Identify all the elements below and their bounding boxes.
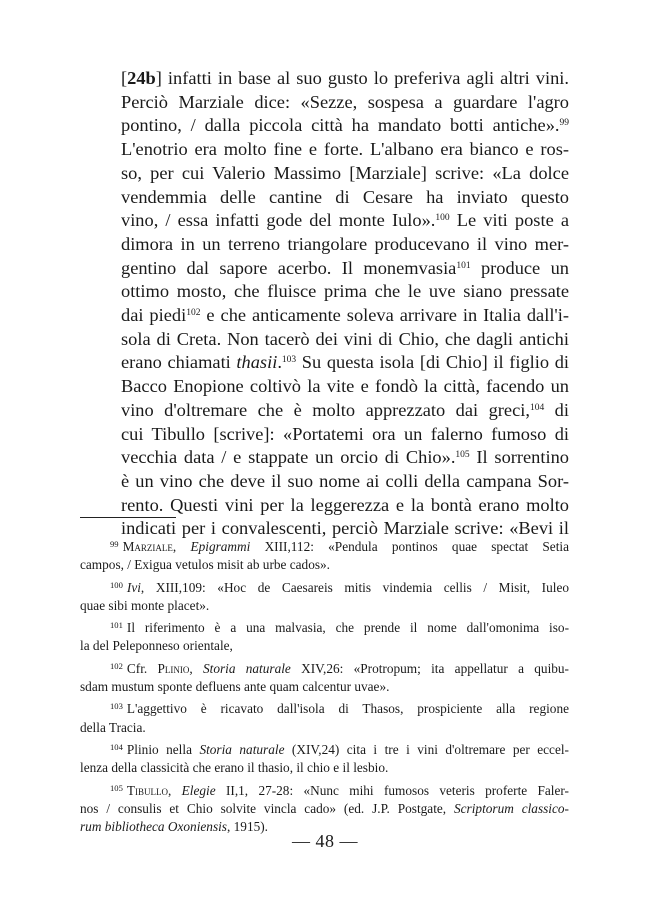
text-line: cui Tibullo [scrive]: «Portatemi ora un falerno fumoso di bbox=[121, 423, 569, 444]
text-line: dai piedi$^{102}$ e che anticamente soleva arrivare in Italia dall'i- bbox=[121, 305, 569, 326]
footnote-105: $^{105}$ Tibullo, Elegie II,1, 27-28: «Nunc mihi fumosos veteris proferte Faler- nos / consulis et Chio solvite vincla cado» (ed. J.P. Postgate, Scriptorum classico- rum bibliotheca Oxoniensis, 1915). bbox=[80, 782, 569, 835]
text-line: rento. Questi vini per la leggerezza e la bontà erano molto bbox=[121, 494, 569, 515]
text-line: vino d'oltremare che è molto apprezzato dai greci,$^{104}$ di bbox=[121, 399, 569, 420]
footnotes-block bbox=[80, 538, 569, 836]
page-number: — 48 — bbox=[292, 831, 358, 851]
footnote-ref[interactable]: 102 bbox=[186, 308, 201, 319]
footnote-ref[interactable]: 100 bbox=[435, 213, 450, 224]
text-line: indicati per i convalescenti, perciò Marziale scrive: «Bevi il bbox=[121, 518, 569, 539]
text-line: sola di Creta. Non tacerò dei vini di Chio, che dagli antichi bbox=[121, 328, 569, 349]
text-line: dimora in un terreno triangolare producevano il vino mer- bbox=[121, 233, 569, 254]
text-line: è un vino che deve il suo nome ai colli della campana Sor- bbox=[121, 470, 569, 491]
text-line: erano chiamati thasii.$^{103}$ Su questa isola [di Chio] il figlio di bbox=[121, 352, 570, 373]
text-line: pontino, / dalla piccola città ha mandato botti antiche».$^{99}$ bbox=[121, 115, 569, 136]
footnote-ref[interactable]: 103 bbox=[281, 355, 297, 366]
text-line: L'enotrio era molto fine e forte. L'albano era bianco e ros- bbox=[121, 139, 569, 160]
footnote-104: $^{104}$ Plinio nella Storia naturale (XIV,24) cita i tre i vini d'oltremare per eccel- lenza della classicità che erano il thasio, il chio e il lesbio. bbox=[80, 741, 569, 776]
footnote-101: $^{101}$ Il riferimento è a una malvasia, che prende il nome dall'omonima iso- la del Peleponneso orientale, bbox=[80, 620, 569, 654]
folio-reference: 24b bbox=[127, 68, 156, 88]
footnote-100: $^{100}$ Ivi, XIII,109: «Hoc de Caesareis mitis vindemia cellis / Misit, Iuleo quae sibi monte placet». bbox=[80, 579, 569, 613]
footnote-ref[interactable]: 104 bbox=[529, 402, 545, 413]
text-line: Bacco Enopione coltivò la vite e fondò la città, facendo un bbox=[121, 376, 569, 397]
text-line: vecchia data / e stappate un orcio di Chio».$^{105}$ Il sorrentino bbox=[121, 447, 569, 468]
footnote-ref[interactable]: 105 bbox=[455, 450, 470, 461]
footnote-ref[interactable]: 99 bbox=[559, 118, 569, 129]
text-line: [24b] infatti in base al suo gusto lo preferiva agli altri vini. bbox=[121, 68, 569, 88]
text-line: vino, / essa infatti gode del monte Iulo».$^{100}$ Le viti poste a bbox=[121, 210, 570, 231]
footnote-102: $^{102}$ Cfr. Plinio, Storia naturale XIV,26: «Protropum; ita appellatur a quibu- sdam mustum sponte defluens ante quam calcentur uvae». bbox=[80, 660, 569, 695]
footnote-separator bbox=[80, 517, 176, 518]
text-line: gentino dal sapore acerbo. Il monemvasia$^{101}$ produce un bbox=[121, 257, 569, 278]
text-line: so, per cui Valerio Massimo [Marziale] scrive: «La dolce bbox=[121, 162, 569, 183]
main-text-block bbox=[121, 67, 569, 541]
text-line: Perciò Marziale dice: «Sezze, sospesa a guardare l'agro bbox=[121, 91, 569, 112]
footnote-99: $^{99}$ Marziale, Epigrammi XIII,112: «Pendula pontinos quae spectat Setia campos, / Exigua vetulos misit ab urbe cados». bbox=[80, 539, 569, 573]
footnote-103: $^{103}$ L'aggettivo è ricavato dall'isola di Thasos, prospiciente alla regione della Tracia. bbox=[80, 701, 569, 735]
footnote-ref[interactable]: 101 bbox=[456, 260, 471, 271]
text-line: vendemmia delle cantine di Cesare ha inviato questo bbox=[121, 186, 569, 207]
text-line: ottimo mosto, che fluisce prima che le uve siano pressate bbox=[121, 281, 569, 302]
